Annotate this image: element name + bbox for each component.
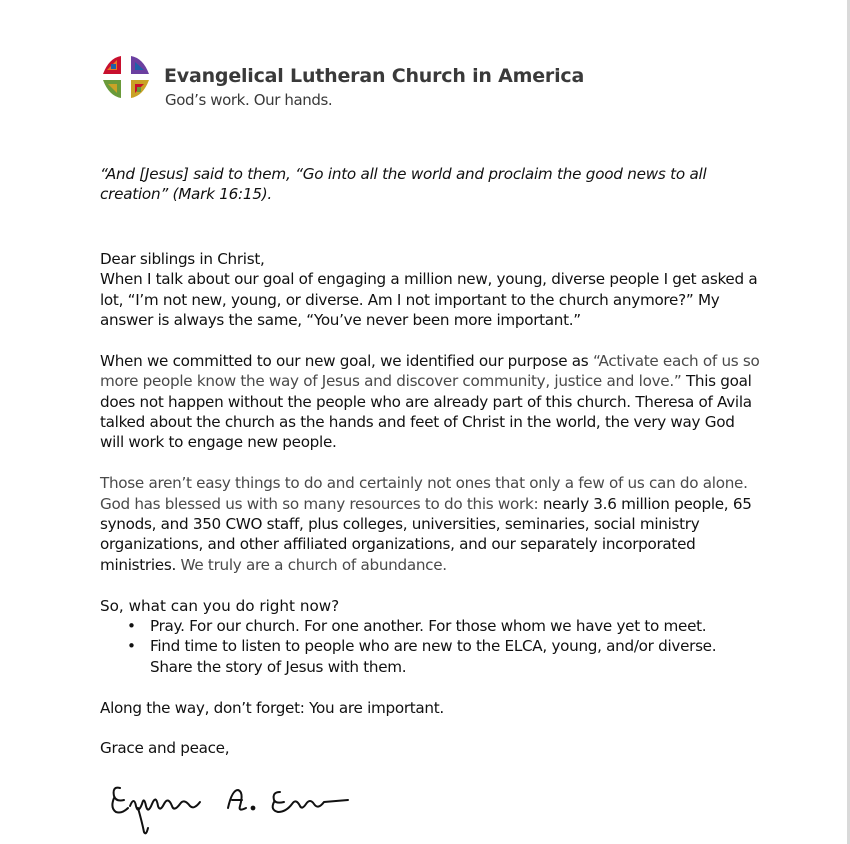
intro-paragraph: When I talk about our goal of engaging a million new, young, diverse people I get asked a lot, “I’m not new, young, or diverse. Am I not important to the church anymore?” My answer is always the same, “You’ve never been more important.”: [100, 270, 758, 330]
resources-paragraph: [100, 473, 760, 575]
reminder-line: Along the way, don’t forget: You are important.: [100, 698, 444, 717]
list-item: [100, 636, 760, 677]
purpose-statement: “Activate each of us so more people know the way of Jesus and discover community, justice and love.”: [100, 351, 760, 391]
elca-logo-icon: [99, 50, 153, 104]
purpose-tail: This goal does not happen without the people who are already part of this church. Theresa of Avila talked about the church as the hands and feet of Christ in the world, the very way God will work to engage new people.: [100, 372, 752, 452]
salutation: Dear siblings in Christ,: [100, 249, 265, 268]
scripture-epigraph: “And [Jesus] said to them, “Go into all the world and proclaim the good news to all creation” (Mark 16:15).: [100, 165, 707, 204]
purpose-lead: When we committed to our new goal, we identified our purpose as: [100, 351, 593, 370]
purpose-paragraph: [100, 351, 760, 453]
list-item-text: Find time to listen to people who are new to the ELCA, young, and/or diverse. Share the story of Jesus with them.: [150, 637, 717, 676]
bullet-icon: •: [127, 637, 136, 656]
organization-tagline: God’s work. Our hands.: [165, 91, 333, 109]
closing-line: Grace and peace,: [100, 739, 230, 758]
handwritten-signature: [108, 778, 358, 838]
resources-list: nearly 3.6 million people, 65 synods, and 350 CWO staff, plus colleges, universities, seminaries, social ministry organizations, and other affiliated organizations, and our separately incorporated ministries.: [100, 494, 752, 574]
list-item-text: Pray. For our church. For one another. For those whom we have yet to meet.: [150, 617, 707, 636]
salutation-and-intro: [100, 249, 760, 331]
list-item: [100, 616, 760, 636]
bullet-icon: •: [127, 617, 136, 636]
resources-lead: Those aren’t easy things to do and certainly not ones that only a few of us can do alone. God has blessed us with so many resources to do this work:: [100, 474, 748, 513]
resources-tail: We truly are a church of abundance.: [175, 555, 447, 574]
letter-body: [100, 164, 760, 779]
action-list: [100, 616, 760, 677]
organization-name: Evangelical Lutheran Church in America: [164, 65, 585, 87]
question-line: So, what can you do right now?: [100, 596, 340, 615]
